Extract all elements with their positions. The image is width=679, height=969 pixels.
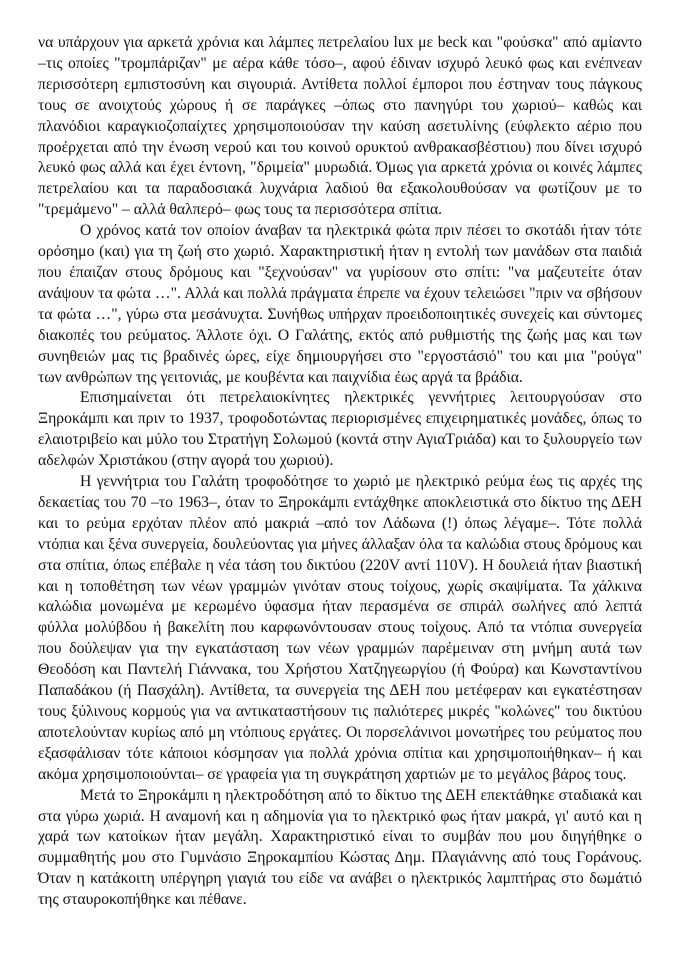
document-page bbox=[38, 33, 642, 911]
paragraph-continued: να υπάρχουν για αρκετά χρόνια και λάμπες πετρελαίου lux με beck και "φούσκα" από αμίαντο –τις οποίες "τρομπάριζαν" με αέρα κάθε τόσο–, αφού έδιναν ισχυρό λευκό φως και ενέπνεαν περισσότερη εμπιστοσύνη και σιγουριά. Αντίθετα πολλοί έμποροι που έστηναν τους πάγκους τους σε ανοιχτούς χώρους ή σε παράγκες –όπως στο πανηγύρι του χωριού– καθώς και πλανόδιοι καραγκιοζοπαίχτες χρησιμοποιούσαν την καύση ασετυλίνης (εύφλεκτο αέριο που προέρχεται από την ένωση νερού και του κοινού ορυκτού ανθρακασβέστιου) που δίνει ισχυρό λευκό φως αλλά και έχει έντονη, "δριμεία" μυρωδιά. Όμως για αρκετά χρόνια οι κοινές λάμπες πετρελαίου και τα παραδοσιακά λυχνάρια λαδιού θα εξακολουθούσαν να φωτίζουν με το "τρεμάμενο" – αλλά θαλπερό– φως τους τα περισσότερα σπίτια. bbox=[38, 34, 642, 219]
paragraph-electric-lights: Ο χρόνος κατά τον οποίον άναβαν τα ηλεκτρικά φώτα πριν πέσει το σκοτάδι ήταν τότε ορόσημο (και) για τη ζωή στο χωριό. Χαρακτηριστική ήταν η εντολή των μανάδων στα παιδιά που έπαιζαν στους δρόμους και "ξεχνούσαν" να γυρίσουν στο σπίτι: "να μαζευτείτε όταν ανάψουν τα φώτα …". Αλλά και πολλά πράγματα έπρεπε να έχουν τελειώσει "πριν να σβήσουν τα φώτα …", γύρω στα μεσάνυχτα. Συνήθως υπήρχαν προειδοποιητικές συνεχείς και σύντομες διακοπές του ρεύματος. Άλλοτε όχι. Ο Γαλάτης, εκτός από ρυθμιστής της ζωής μας και των συνηθειών μας τις βραδινές ώρες, είχε δημιουργήσει στο "εργοστάσιό" του και μια "ρούγα" των ανθρώπων της γειτονιάς, με κουβέντα και παιχνίδια έως αργά τα βράδια. bbox=[38, 222, 642, 386]
paragraph-dei-network: Η γεννήτρια του Γαλάτη τροφοδότησε το χωριό με ηλεκτρικό ρεύμα έως τις αρχές της δεκαετίας του 70 –το 1963–, όταν το Ξηροκάμπι εντάχθηκε αποκλειστικά στο δίκτυο της ΔΕΗ και το ρεύμα ερχόταν πλέον από μακριά –από τον Λάδωνα (!) όπως λέγαμε–. Τότε πολλά ντόπια και ξένα συνεργεία, δουλεύοντας για μήνες άλλαξαν όλα τα καλώδια στους δρόμους και στα σπίτια, όπως επέβαλε η νέα τάση του δικτύου (220V αντί 110V). Η δουλειά ήταν βιαστική και η τοποθέτηση των νέων γραμμών γινόταν στους τοίχους, χωρίς σκαψίματα. Τα χάλκινα καλώδια μονωμένα με κερωμένο ύφασμα ήταν περασμένα σε σπιράλ σωλήνες από λεπτά φύλλα μολύβδου ή βακελίτη που καρφωνόντουσαν στους τοίχους. Από τα ντόπια συνεργεία που δούλεψαν για την εγκατάσταση των νέων γραμμών παρέμειναν στη μνήμη αυτά των Θεοδόση και Παντελή Γιάννακα, του Χρήστου Χατζηγεωργίου (ή Φούρα) και Κωνσταντίνου Παπαδάκου (ή Πασχάλη). Αντίθετα, τα συνεργεία της ΔΕΗ που μετέφεραν και εγκατέστησαν τους ξύλινους κορμούς για να αντικαταστήσουν τις παλιότερες μικρές "κολώνες" του δικτύου αποτελούνταν κυρίως από μη ντόπιους εργάτες. Οι πορσελάνινοι μονωτήρες του ρεύματος που εξασφάλισαν τότε κάποιοι κόσμησαν για πολλά χρόνια σπίτια και χρησιμοποιήθηκαν– ή και ακόμα χρησιμοποιούνται– σε γραφεία για τη συγκράτηση χαρτιών με το μεγάλος βάρος τους. bbox=[38, 473, 642, 783]
paragraph-villages: Μετά το Ξηροκάμπι η ηλεκτροδότηση από το δίκτυο της ΔΕΗ επεκτάθηκε σταδιακά και στα γύρω χωριά. Η αναμονή και η αδημονία για το ηλεκτρικό φως ήταν μακρά, γι' αυτό και η χαρά των κατοίκων ήταν μεγάλη. Χαρακτηριστικό είναι το συμβάν που μου διηγήθηκε ο συμμαθητής μου στο Γυμνάσιο Ξηροκαμπίου Κώστας Δημ. Πλαγιάννης από τους Γοράνους. Όταν η κατάκοιτη υπέργηρη γιαγιά του είδε να ανάβει ο ηλεκτρικός λαμπτήρας στο δωμάτιό της σταυροκοπήθηκε και πέθανε. bbox=[38, 786, 642, 909]
paragraph-generators: Επισημαίνεται ότι πετρελαιοκίνητες ηλεκτρικές γεννήτριες λειτουργούσαν στο Ξηροκάμπι και πριν το 1937, τροφοδοτώντας περιορισμένες επιχειρηματικές μονάδες, όπως το ελαιοτριβείο και μύλο του Στρατήγη Σολωμού (κοντά στην ΑγιαΤριάδα) και το ξυλουργείο των αδελφών Χριστάκου (στην αγορά του χωριού). bbox=[38, 389, 642, 470]
